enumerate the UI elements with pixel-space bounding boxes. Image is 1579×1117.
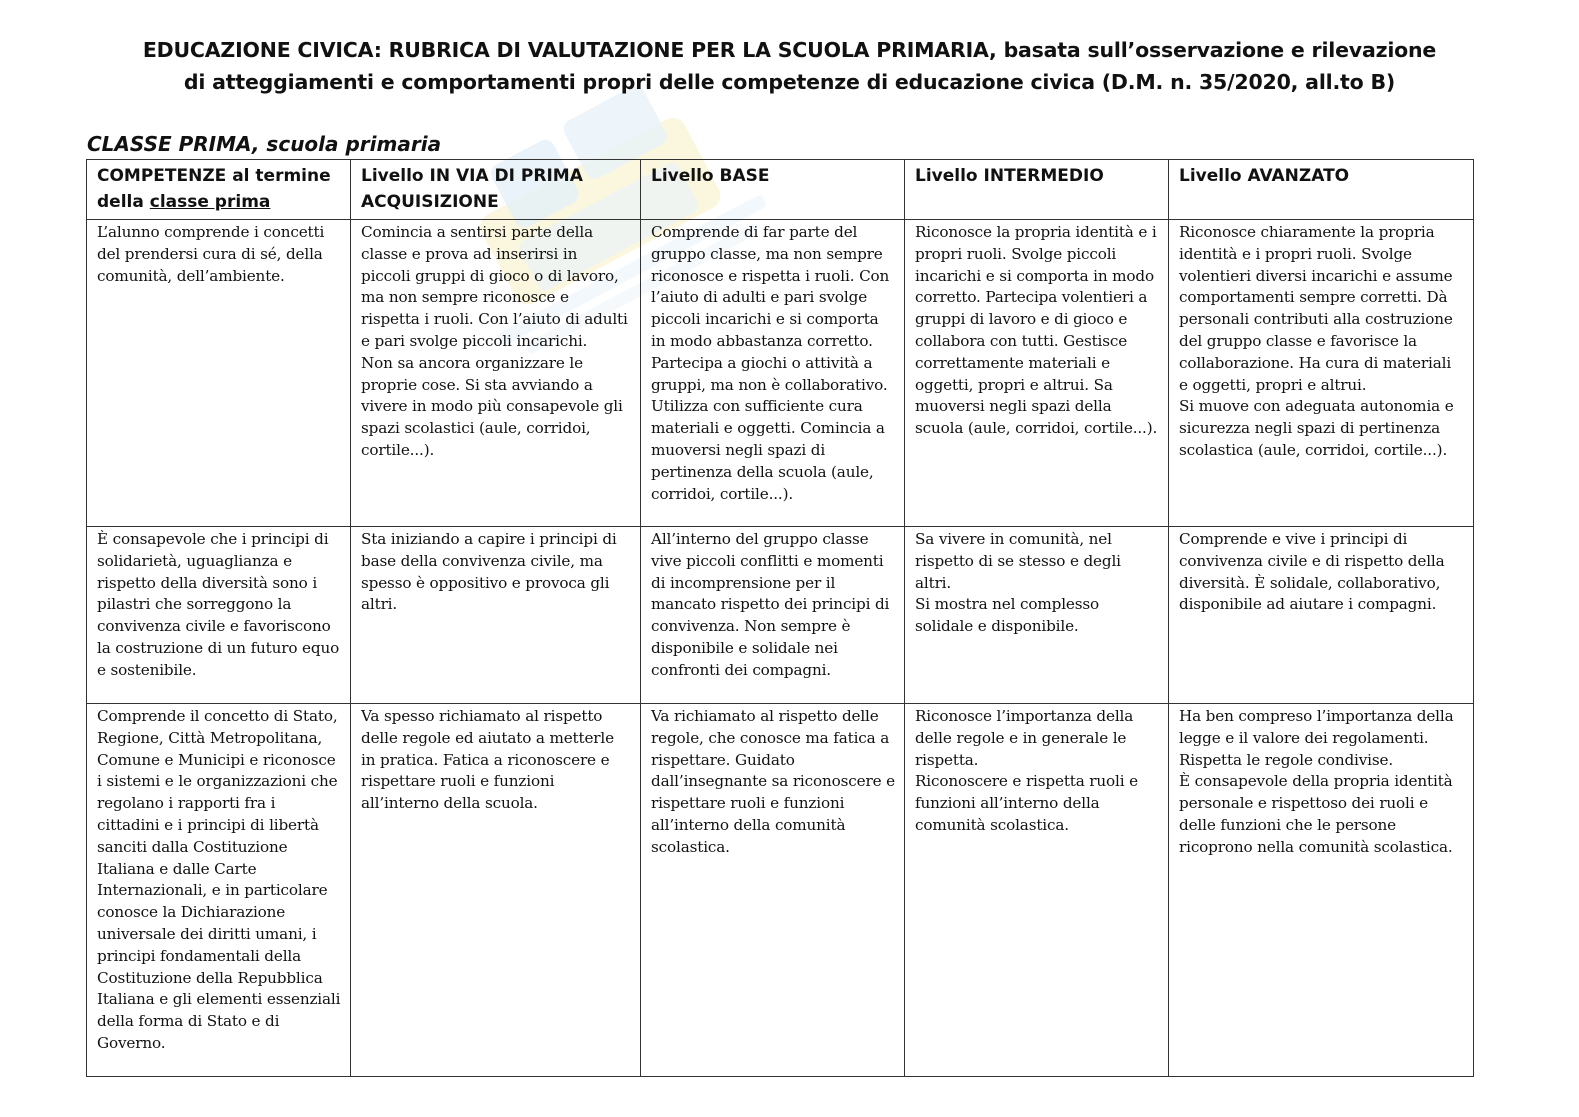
rubric-table (86, 159, 1474, 1077)
header-row (87, 160, 1474, 220)
header-base: Livello BASE (641, 160, 905, 220)
header-competenze-underlined: classe prima (149, 192, 271, 212)
cell-intermedio: Sa vivere in comunità, nel rispetto di se stesso e degli altri. Si mostra nel complesso solidale e disponibile. (905, 527, 1169, 704)
header-competenze (87, 160, 351, 220)
header-in-via: Livello IN VIA DI PRIMA ACQUISIZIONE (351, 160, 641, 220)
cell-avanzato: Ha ben compreso l’importanza della legge e il valore dei regolamenti. Rispetta le regole condivise. È consapevole della propria identità personale e rispettoso dei ruoli e delle funzioni che le persone ricoprono nella comunità scolastica. (1169, 704, 1474, 1077)
cell-competenza: Comprende il concetto di Stato, Regione, Città Metropolitana, Comune e Municipi e riconosce i sistemi e le organizzazioni che regolano i rapporti fra i cittadini e i principi di libertà sanciti dalla Costituzione Italiana e dalle Carte Internazionali, e in particolare conosce la Dichiarazione universale dei diritti umani, i principi fondamentali della Costituzione della Repubblica Italiana e gli elementi essenziali della forma di Stato e di Governo. (87, 704, 351, 1077)
table-row (87, 527, 1474, 704)
cell-intermedio: Riconosce l’importanza della delle regole e in generale le rispetta. Riconoscere e rispetta ruoli e funzioni all’interno della comunità scolastica. (905, 704, 1169, 1077)
cell-base: All’interno del gruppo classe vive piccoli conflitti e momenti di incomprensione per il mancato rispetto dei principi di convivenza. Non sempre è disponibile e solidale nei confronti dei compagni. (641, 527, 905, 704)
table-row (87, 220, 1474, 527)
cell-competenza: È consapevole che i principi di solidarietà, uguaglianza e rispetto della diversità sono i pilastri che sorreggono la convivenza civile e favoriscono la costruzione di un futuro equo e sostenibile. (87, 527, 351, 704)
cell-intermedio: Riconosce la propria identità e i propri ruoli. Svolge piccoli incarichi e si comporta in modo corretto. Partecipa volentieri a gruppi di lavoro e di gioco e collabora con tutti. Gestisce correttamente materiali e oggetti, propri e altrui. Sa muoversi negli spazi della scuola (aule, corridoi, cortile...). (905, 220, 1169, 527)
cell-base: Va richiamato al rispetto delle regole, che conosce ma fatica a rispettare. Guidato dall’insegnante sa riconoscere e rispettare ruoli e funzioni all’interno della comunità scolastica. (641, 704, 905, 1077)
cell-avanzato: Riconosce chiaramente la propria identità e i propri ruoli. Svolge volentieri diversi incarichi e assume comportamenti sempre corretti. Dà personali contributi alla costruzione del gruppo classe e favorisce la collaborazione. Ha cura di materiali e oggetti, propri e altrui. Si muove con adeguata autonomia e sicurezza negli spazi di pertinenza scolastica (aule, corridoi, cortile...). (1169, 220, 1474, 527)
document-title (60, 34, 1519, 98)
header-avanzato: Livello AVANZATO (1169, 160, 1474, 220)
section-title: CLASSE PRIMA, scuola primaria (87, 132, 442, 156)
cell-base: Comprende di far parte del gruppo classe, ma non sempre riconosce e rispetta i ruoli. Con l’aiuto di adulti e pari svolge piccoli incarichi e si comporta in modo abbastanza corretto. Partecipa a giochi o attività a gruppi, ma non è collaborativo. Utilizza con sufficiente cura materiali e oggetti. Comincia a muoversi negli spazi di pertinenza della scuola (aule, corridoi, cortile...). (641, 220, 905, 527)
cell-avanzato: Comprende e vive i principi di convivenza civile e di rispetto della diversità. È solidale, collaborativo, disponibile ad aiutare i compagni. (1169, 527, 1474, 704)
cell-competenza: L’alunno comprende i concetti del prendersi cura di sé, della comunità, dell’ambiente. (87, 220, 351, 527)
title-line-2: di atteggiamenti e comportamenti propri delle competenze di educazione civica (D.M. n. 35/2020, all.to B) (183, 70, 1396, 94)
cell-in-via: Va spesso richiamato al rispetto delle regole ed aiutato a metterle in pratica. Fatica a riconoscere e rispettare ruoli e funzioni all’interno della scuola. (351, 704, 641, 1077)
title-line-1: EDUCAZIONE CIVICA: RUBRICA DI VALUTAZIONE PER LA SCUOLA PRIMARIA, basata sull’osservazione e rilevazione (142, 38, 1437, 62)
table-row (87, 704, 1474, 1077)
cell-in-via: Comincia a sentirsi parte della classe e prova ad inserirsi in piccoli gruppi di gioco o di lavoro, ma non sempre riconosce e rispetta i ruoli. Con l’aiuto di adulti e pari svolge piccoli incarichi. Non sa ancora organizzare le proprie cose. Si sta avviando a vivere in modo più consapevole gli spazi scolastici (aule, corridoi, cortile...). (351, 220, 641, 527)
cell-in-via: Sta iniziando a capire i principi di base della convivenza civile, ma spesso è oppositivo e provoca gli altri. (351, 527, 641, 704)
header-competenze-prefix: COMPETENZE al termine della (97, 166, 331, 212)
header-intermedio: Livello INTERMEDIO (905, 160, 1169, 220)
